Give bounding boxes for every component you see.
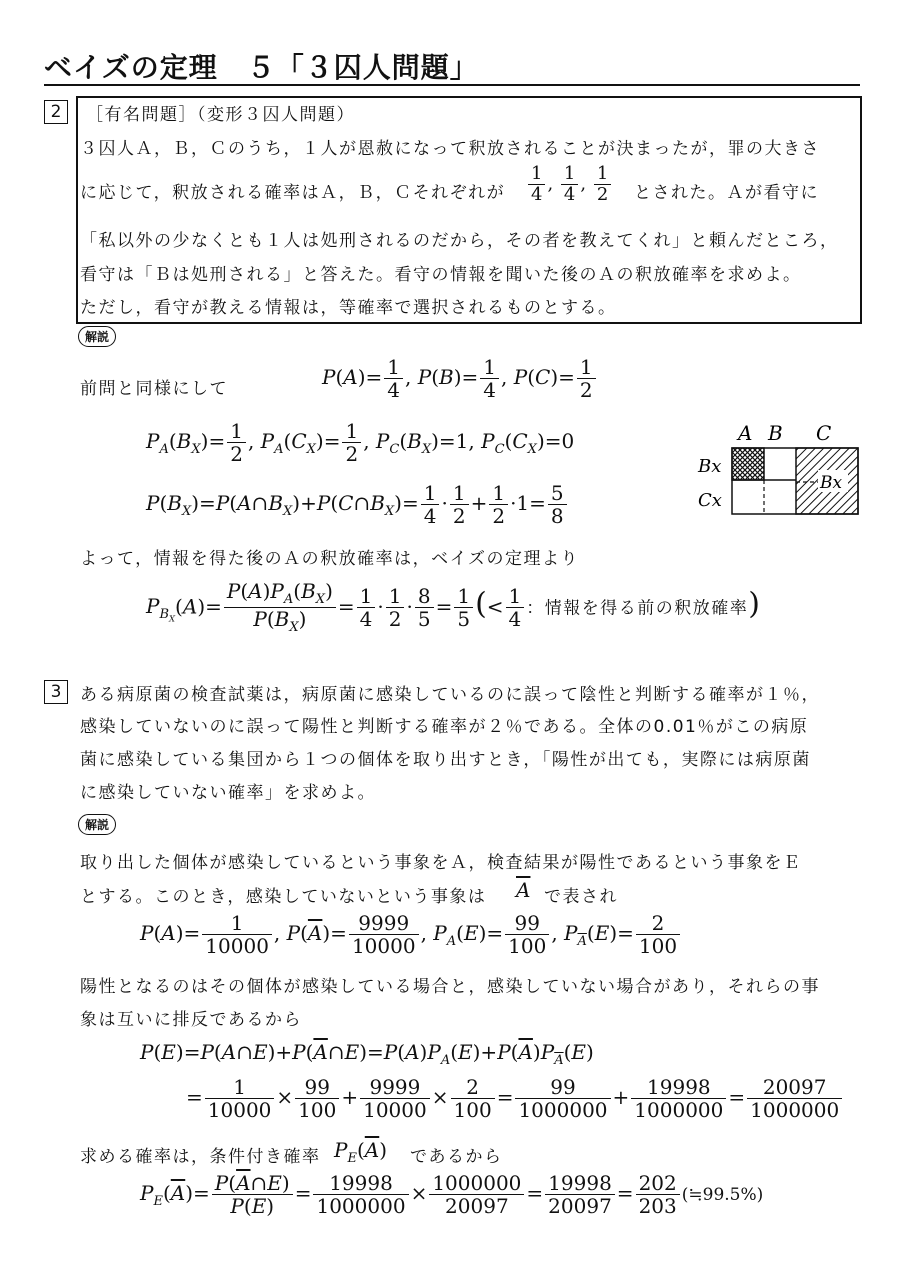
solution-3-line-4: 象は互いに排反であるから <box>80 1010 302 1030</box>
diagram-col-b: B <box>768 421 783 445</box>
approx-value: (≒99.5%) <box>681 1185 764 1205</box>
equation-final-answer: $P_E(\overline{A})=$ $\frac{P(\overline{A}\cap E)}{P(E)}$ = $\frac{19998}{1000000}$ × $\frac{1000000}{20097}$ = $\frac{19998}{20097}$ = $\frac{202}{203}$ (≒99.5%) <box>140 1171 764 1218</box>
solution-3-line-2: とする。このとき，感染していないという事象は <box>80 887 487 907</box>
solution-3-line-5: 求める確率は，条件付き確率 <box>80 1147 321 1167</box>
problem-2-line-4: 看守は「Ｂは処刑される」と答えた。看守の情報を聞いた後のＡの釈放確率を求めよ。 <box>80 265 802 285</box>
diagram-cell-a-bx <box>732 448 764 480</box>
solution-2-conclusion: よって，情報を得た後のＡの釈放確率は，ベイズの定理より <box>80 549 579 569</box>
page-title: ベイズの定理 ５「３囚人問題」 <box>44 51 479 84</box>
solution-2-note: ：情報を得る前の釈放確率 <box>526 598 749 619</box>
diagram-row-bx: Bx <box>698 456 722 477</box>
symbol-pe-abar: $P_E(\overline{A})$ <box>334 1138 388 1166</box>
solution-3-line-1: 取り出した個体が感染しているという事象をＡ，検査結果が陽性であるという事象をＥ <box>80 853 802 873</box>
solution-badge-3: 解説 <box>78 814 116 835</box>
equation-conditionals: $P_A(B_X)=$ $\frac{1}{2}$ , $P_A(C_X)=$ $\frac{1}{2}$ , $P_C(B_X)=1$, $P_C(C_X)=0$ <box>146 419 575 466</box>
equation-pe-value: = $\frac{1}{10000}$ × $\frac{99}{100}$ + $\frac{9999}{10000}$ × $\frac{2}{100}$ = $\frac{99}{1000000}$ + $\frac{19998}{1000000}$ = $\frac{20097}{1000000}$ <box>186 1076 844 1121</box>
problem-3-line-4: に感染していない確率」を求めよ。 <box>80 783 376 803</box>
equation-bayes-answer: $P_{B_X}(A)=$ $\frac{P(A)P_A(B_X)}{P(B_X)}$ = $\frac{1}{4}$ · $\frac{1}{2}$ · $\frac{8}{5}$ = $\frac{1}{5}$ (< $\frac{1}{4}$ ：情報を得る前の釈放確率) <box>146 579 760 636</box>
prob-c: $\frac{1}{2}$ <box>594 164 611 205</box>
prob-b: $\frac{1}{4}$ <box>561 164 578 205</box>
solution-3-line-2b: で表され <box>544 887 618 907</box>
problem-3-line-1: ある病原菌の検査試薬は，病原菌に感染しているのに誤って陰性と判断する確率が１％， <box>80 685 820 705</box>
problem-number-3: 3 <box>44 680 68 704</box>
problem-2-line-5: ただし，看守が教える情報は，等確率で選択されるものとする。 <box>80 298 617 318</box>
title-rule <box>44 84 860 86</box>
solution-2-intro: 前問と同様にして <box>80 379 228 399</box>
equation-priors: P(A)= $\frac{1}{4}$ , P(B)= $\frac{1}{4}$ , P(C)= $\frac{1}{2}$ <box>322 356 598 401</box>
problem-2-line-2b: とされた。Ａが看守に <box>634 183 819 203</box>
diagram-inner-bx: Bx <box>820 473 843 493</box>
problem-2-line-2: に応じて，釈放される確率はＡ，Ｂ，Ｃそれぞれが <box>80 183 506 203</box>
problem-3-line-2: 感染していないのに誤って陽性と判断する確率が２％である。全体の0.01％がこの病原 <box>80 717 809 737</box>
problem-2-probabilities: $\frac{1}{4}$ , $\frac{1}{4}$ , $\frac{1}{2}$ <box>526 164 613 205</box>
problem-number-2: 2 <box>44 100 68 124</box>
problem-3-line-3: 菌に感染している集団から１つの個体を取り出すとき，「陽性が出ても，実際には病原菌 <box>80 750 811 770</box>
diagram-col-c: C <box>816 421 832 445</box>
equation-test-probs: P(A)= $\frac{1}{10000}$ , $P(\overline{A})=$ $\frac{9999}{10000}$ , $P_A(E)=$ $\frac{99}{100}$ , $P_{\overline{A}}(E)=$ $\frac{2}{100}$ <box>140 912 682 957</box>
solution-3-line-3: 陽性となるのはその個体が感染している場合と，感染していない場合があり，それらの事 <box>80 977 820 997</box>
problem-2-box <box>76 96 862 324</box>
problem-2-heading: ［有名問題］（変形３囚人問題） <box>86 105 355 125</box>
equation-total-probability: $P(B_X)=P(A\cap B_X)+P(C\cap B_X)=$ $\frac{1}{4}$ · $\frac{1}{2}$ + $\frac{1}{2}$ ·1= $\frac{5}{8}$ <box>146 482 569 527</box>
problem-2-line-3: 「私以外の少なくとも１人は処刑されるのだから，その者を教えてくれ」と頼んだところ， <box>80 231 839 251</box>
solution-3-line-5b: であるから <box>410 1147 503 1167</box>
equation-pe-expansion: $P(E)=P(A\cap E)+P(\overline{A}\cap E)=P(A)P_A(E)+P(\overline{A})P_{\overline{A}}(E)$ <box>140 1040 594 1068</box>
solution-badge-2: 解説 <box>78 326 116 347</box>
probability-diagram <box>690 420 870 520</box>
diagram-col-a: A <box>738 421 753 445</box>
problem-2-line-1: ３囚人Ａ，Ｂ，Ｃのうち，１人が恩赦になって釈放されることが決まったが，罪の大きさ <box>80 139 820 159</box>
diagram-row-cx: Cx <box>698 490 722 511</box>
prob-a: $\frac{1}{4}$ <box>528 164 545 205</box>
symbol-a-bar: $\overline{A}$ <box>516 878 531 902</box>
